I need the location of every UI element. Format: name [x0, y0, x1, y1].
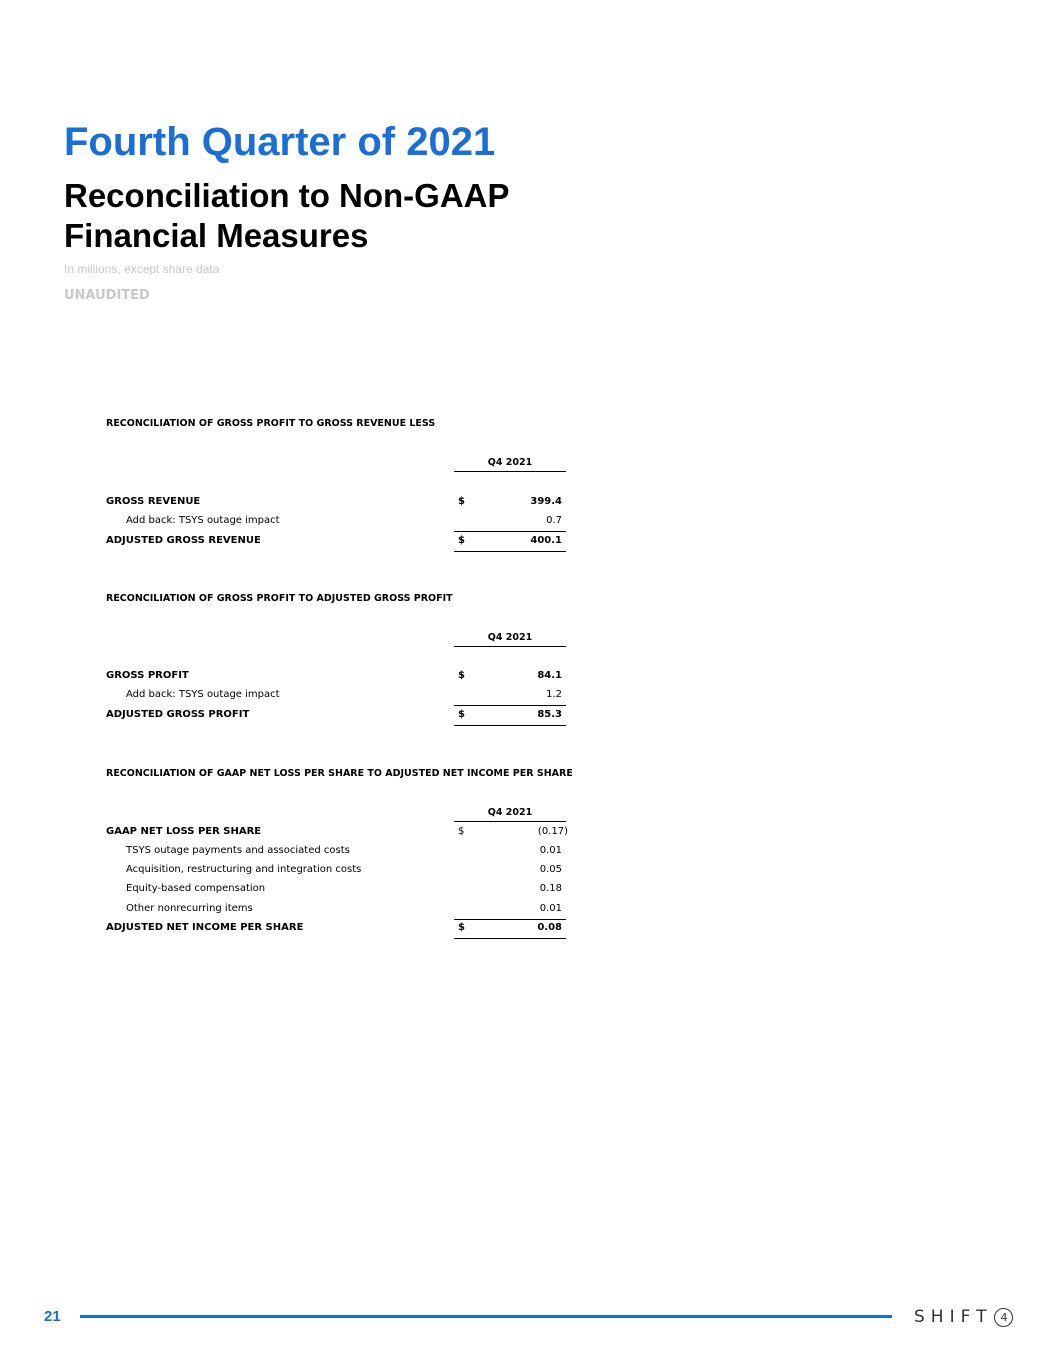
column-header: Q4 2021 [454, 807, 566, 822]
table-row [106, 842, 568, 860]
page-title: Fourth Quarter of 2021 [64, 120, 496, 164]
row-value: 0.18 [539, 883, 562, 894]
row-label: ADJUSTED NET INCOME PER SHARE [106, 922, 304, 933]
total-rule [454, 725, 566, 726]
units-note: In millions, except share data [64, 262, 220, 276]
table-row [106, 880, 568, 898]
row-value: 399.4 [530, 496, 562, 507]
row-value: 0.01 [539, 845, 562, 856]
row-label: GROSS PROFIT [106, 670, 189, 681]
row-label: Other nonrecurring items [126, 903, 253, 914]
row-value: 0.01 [539, 903, 562, 914]
total-rule [454, 938, 566, 939]
page-subtitle: Reconciliation to Non-GAAP Financial Measures [64, 177, 509, 254]
table-row [106, 706, 568, 724]
table-row [106, 493, 568, 511]
section-title: RECONCILIATION OF GROSS PROFIT TO GROSS REVENUE LESS [106, 418, 436, 429]
page-number: 21 [44, 1308, 61, 1325]
section-title: RECONCILIATION OF GAAP NET LOSS PER SHARE TO ADJUSTED NET INCOME PER SHARE [106, 768, 573, 779]
row-label: Add back: TSYS outage impact [126, 689, 280, 700]
row-label: Add back: TSYS outage impact [126, 515, 280, 526]
dollar-sign: $ [458, 496, 465, 507]
table-row [106, 532, 568, 550]
row-label: GAAP NET LOSS PER SHARE [106, 826, 262, 837]
column-header: Q4 2021 [454, 632, 566, 647]
total-rule [454, 551, 566, 552]
unaudited-label: UNAUDITED [64, 288, 150, 303]
dollar-sign: $ [458, 826, 465, 837]
row-value: 0.05 [539, 864, 562, 875]
table-row [106, 686, 568, 704]
row-label: ADJUSTED GROSS REVENUE [106, 535, 261, 546]
row-value: 1.2 [546, 689, 562, 700]
row-value: (0.17) [537, 826, 568, 837]
row-label: GROSS REVENUE [106, 496, 201, 507]
table-row [106, 823, 568, 841]
table-row [106, 919, 568, 937]
logo-wordmark: SHIFT [914, 1307, 993, 1327]
row-label: Equity-based compensation [126, 883, 266, 894]
row-label: TSYS outage payments and associated costs [126, 845, 350, 856]
dollar-sign: $ [458, 709, 465, 720]
row-value: 84.1 [537, 670, 562, 681]
row-value: 0.7 [546, 515, 562, 526]
table-row [106, 667, 568, 685]
section-title: RECONCILIATION OF GROSS PROFIT TO ADJUSTED GROSS PROFIT [106, 593, 453, 604]
logo-circle-icon: 4 [994, 1308, 1013, 1327]
shift4-logo [914, 1306, 1013, 1328]
row-label: Acquisition, restructuring and integration costs [126, 864, 362, 875]
dollar-sign: $ [458, 922, 465, 933]
footer-divider [80, 1315, 892, 1318]
dollar-sign: $ [458, 670, 465, 681]
table-row [106, 861, 568, 879]
row-label: ADJUSTED GROSS PROFIT [106, 709, 250, 720]
table-row [106, 900, 568, 918]
row-value: 400.1 [530, 535, 562, 546]
row-value: 0.08 [537, 922, 562, 933]
row-value: 85.3 [537, 709, 562, 720]
table-row [106, 512, 568, 530]
dollar-sign: $ [458, 535, 465, 546]
column-header: Q4 2021 [454, 457, 566, 472]
